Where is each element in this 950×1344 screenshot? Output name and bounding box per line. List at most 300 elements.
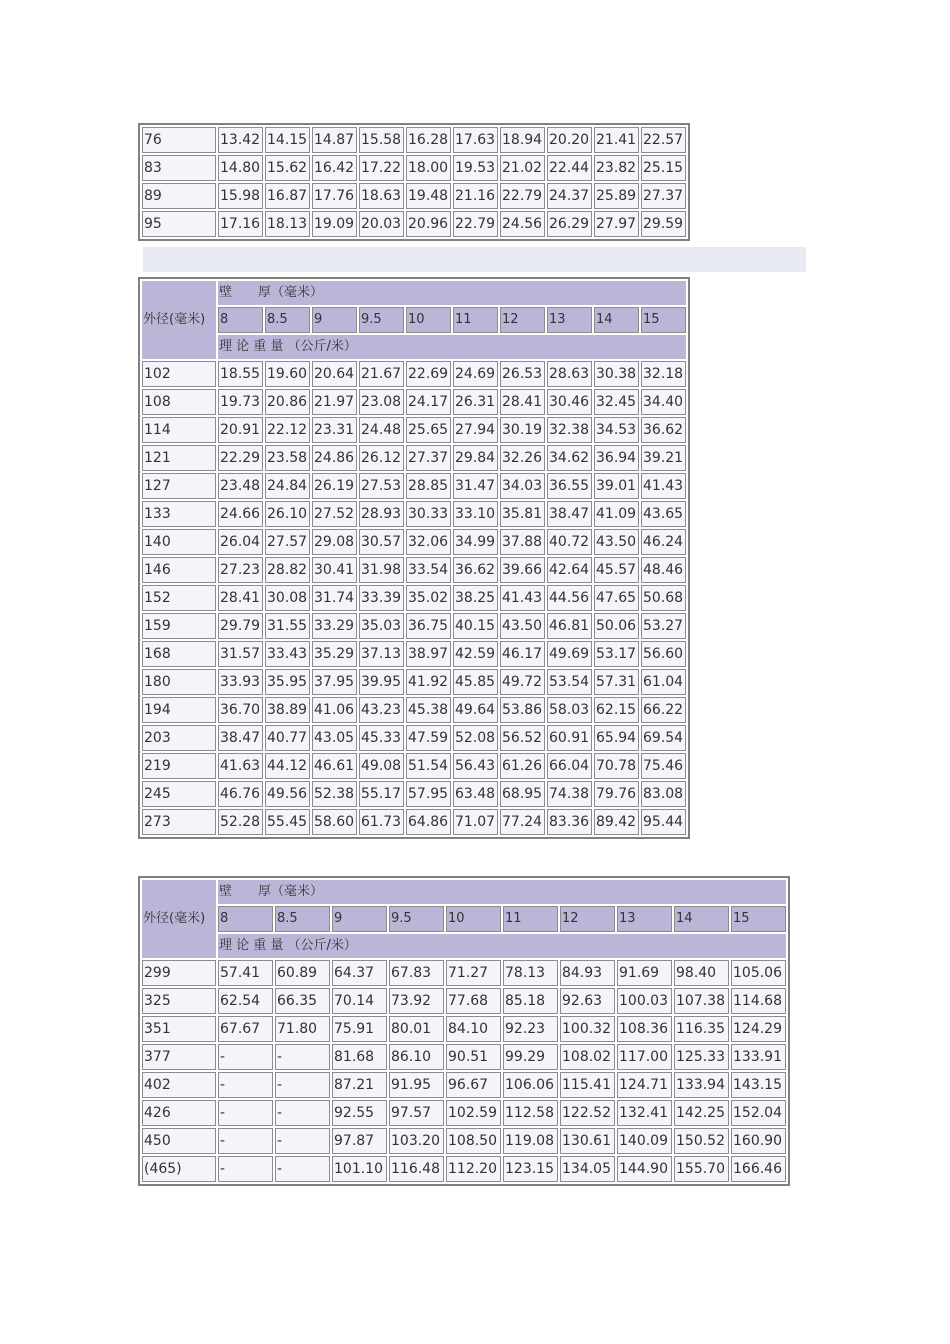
outer-diameter-cell: 426 <box>142 1100 216 1126</box>
weight-cell: 22.79 <box>453 211 498 237</box>
table-row <box>142 501 686 527</box>
wall-thickness-header: 壁 厚（毫米） <box>218 880 786 904</box>
weight-cell: - <box>218 1156 273 1182</box>
weight-cell: 95.44 <box>641 809 686 835</box>
outer-diameter-cell: 121 <box>142 445 216 471</box>
weight-cell: 36.94 <box>594 445 639 471</box>
outer-diameter-cell: 180 <box>142 669 216 695</box>
outer-diameter-cell: 194 <box>142 697 216 723</box>
weight-cell: 56.60 <box>641 641 686 667</box>
weight-cell: 41.06 <box>312 697 357 723</box>
outer-diameter-cell: 83 <box>142 155 216 181</box>
weight-cell: 35.95 <box>265 669 310 695</box>
weight-cell: 23.08 <box>359 389 404 415</box>
weight-cell: 27.37 <box>406 445 451 471</box>
thickness-header-cell: 11 <box>453 307 498 333</box>
weight-cell: - <box>275 1044 330 1070</box>
outer-diameter-cell: 159 <box>142 613 216 639</box>
weight-cell: 44.56 <box>547 585 592 611</box>
weight-cell: 41.63 <box>218 753 263 779</box>
weight-cell: 26.10 <box>265 501 310 527</box>
weight-cell: 23.82 <box>594 155 639 181</box>
table-row <box>142 781 686 807</box>
weight-cell: 27.94 <box>453 417 498 443</box>
weight-cell: - <box>218 1072 273 1098</box>
table-row <box>142 1072 786 1098</box>
weight-cell: 24.86 <box>312 445 357 471</box>
weight-cell: 18.00 <box>406 155 451 181</box>
weight-cell: 20.86 <box>265 389 310 415</box>
weight-cell: 49.69 <box>547 641 592 667</box>
weight-cell: 119.08 <box>503 1128 558 1154</box>
weight-cell: 122.52 <box>560 1100 615 1126</box>
weight-cell: 39.21 <box>641 445 686 471</box>
weight-cell: 14.15 <box>265 127 310 153</box>
weight-cell: 49.08 <box>359 753 404 779</box>
weight-cell: 45.85 <box>453 669 498 695</box>
weight-cell: 36.70 <box>218 697 263 723</box>
weight-cell: 142.25 <box>674 1100 729 1126</box>
thickness-header-cell: 9.5 <box>359 307 404 333</box>
weight-cell: 46.24 <box>641 529 686 555</box>
weight-cell: 17.63 <box>453 127 498 153</box>
outer-diameter-cell: (465) <box>142 1156 216 1182</box>
weight-table-part1 <box>138 123 690 241</box>
weight-cell: 107.38 <box>674 988 729 1014</box>
thickness-header-cell: 10 <box>406 307 451 333</box>
weight-cell: 13.42 <box>218 127 263 153</box>
weight-cell: 105.06 <box>731 960 786 986</box>
weight-cell: 62.54 <box>218 988 273 1014</box>
weight-cell: 41.43 <box>641 473 686 499</box>
weight-cell: 26.31 <box>453 389 498 415</box>
weight-cell: 22.29 <box>218 445 263 471</box>
weight-cell: 32.18 <box>641 361 686 387</box>
weight-cell: 71.27 <box>446 960 501 986</box>
weight-cell: - <box>275 1128 330 1154</box>
weight-table-part3 <box>138 876 790 1186</box>
weight-cell: 48.46 <box>641 557 686 583</box>
outer-diameter-cell: 219 <box>142 753 216 779</box>
weight-cell: 58.03 <box>547 697 592 723</box>
weight-cell: 78.13 <box>503 960 558 986</box>
weight-cell: 90.51 <box>446 1044 501 1070</box>
outer-diameter-cell: 95 <box>142 211 216 237</box>
weight-cell: 46.17 <box>500 641 545 667</box>
weight-cell: 27.97 <box>594 211 639 237</box>
weight-cell: 108.02 <box>560 1044 615 1070</box>
weight-cell: 53.54 <box>547 669 592 695</box>
thickness-header-cell: 8 <box>218 906 273 932</box>
weight-cell: 43.50 <box>500 613 545 639</box>
weight-cell: 56.43 <box>453 753 498 779</box>
outer-diameter-cell: 114 <box>142 417 216 443</box>
weight-cell: 41.92 <box>406 669 451 695</box>
weight-cell: 28.85 <box>406 473 451 499</box>
weight-cell: 30.19 <box>500 417 545 443</box>
weight-cell: 112.58 <box>503 1100 558 1126</box>
weight-cell: 87.21 <box>332 1072 387 1098</box>
weight-cell: 24.37 <box>547 183 592 209</box>
weight-cell: 92.63 <box>560 988 615 1014</box>
weight-cell: 64.37 <box>332 960 387 986</box>
weight-cell: 20.03 <box>359 211 404 237</box>
weight-cell: 100.03 <box>617 988 672 1014</box>
weight-cell: 52.28 <box>218 809 263 835</box>
weight-cell: 29.79 <box>218 613 263 639</box>
weight-cell: 35.02 <box>406 585 451 611</box>
weight-cell: 27.52 <box>312 501 357 527</box>
weight-cell: 36.55 <box>547 473 592 499</box>
weight-cell: 102.59 <box>446 1100 501 1126</box>
weight-cell: 74.38 <box>547 781 592 807</box>
weight-cell: 38.97 <box>406 641 451 667</box>
weight-cell: - <box>275 1100 330 1126</box>
table-row <box>142 641 686 667</box>
weight-cell: 41.09 <box>594 501 639 527</box>
weight-cell: 75.91 <box>332 1016 387 1042</box>
weight-cell: 143.15 <box>731 1072 786 1098</box>
weight-cell: 66.35 <box>275 988 330 1014</box>
weight-cell: 116.48 <box>389 1156 444 1182</box>
weight-cell: 116.35 <box>674 1016 729 1042</box>
weight-cell: 15.58 <box>359 127 404 153</box>
table-row <box>142 529 686 555</box>
thickness-header-cell: 8.5 <box>275 906 330 932</box>
weight-cell: 69.54 <box>641 725 686 751</box>
theoretical-weight-header: 理 论 重 量 （公斤/米） <box>218 934 786 958</box>
weight-cell: 21.97 <box>312 389 357 415</box>
weight-cell: 28.93 <box>359 501 404 527</box>
weight-cell: - <box>275 1156 330 1182</box>
weight-cell: 49.72 <box>500 669 545 695</box>
weight-cell: 25.65 <box>406 417 451 443</box>
weight-cell: 23.31 <box>312 417 357 443</box>
weight-cell: 40.15 <box>453 613 498 639</box>
weight-cell: 55.17 <box>359 781 404 807</box>
weight-cell: 29.08 <box>312 529 357 555</box>
table-row <box>142 557 686 583</box>
weight-cell: 19.53 <box>453 155 498 181</box>
weight-cell: 30.46 <box>547 389 592 415</box>
weight-cell: 43.50 <box>594 529 639 555</box>
weight-cell: 36.75 <box>406 613 451 639</box>
thickness-header-cell: 15 <box>731 906 786 932</box>
weight-cell: 125.33 <box>674 1044 729 1070</box>
weight-cell: 77.24 <box>500 809 545 835</box>
table-row <box>142 361 686 387</box>
weight-cell: 112.20 <box>446 1156 501 1182</box>
weight-cell: 18.13 <box>265 211 310 237</box>
thickness-header-cell: 11 <box>503 906 558 932</box>
weight-cell: 38.25 <box>453 585 498 611</box>
weight-cell: 92.23 <box>503 1016 558 1042</box>
weight-cell: 18.55 <box>218 361 263 387</box>
table-row <box>142 988 786 1014</box>
weight-cell: 29.84 <box>453 445 498 471</box>
weight-cell: 144.90 <box>617 1156 672 1182</box>
weight-cell: 58.60 <box>312 809 357 835</box>
weight-cell: 34.40 <box>641 389 686 415</box>
table-row <box>142 585 686 611</box>
weight-cell: 19.73 <box>218 389 263 415</box>
weight-cell: 25.15 <box>641 155 686 181</box>
table-row <box>142 127 686 153</box>
weight-cell: 114.68 <box>731 988 786 1014</box>
thickness-header-cell: 12 <box>560 906 615 932</box>
weight-cell: 24.17 <box>406 389 451 415</box>
weight-cell: 15.62 <box>265 155 310 181</box>
weight-cell: 40.77 <box>265 725 310 751</box>
weight-cell: 71.80 <box>275 1016 330 1042</box>
weight-cell: 31.98 <box>359 557 404 583</box>
weight-cell: 49.56 <box>265 781 310 807</box>
table-row <box>142 960 786 986</box>
weight-cell: 26.29 <box>547 211 592 237</box>
outer-diameter-cell: 299 <box>142 960 216 986</box>
weight-cell: 19.60 <box>265 361 310 387</box>
weight-cell: 60.89 <box>275 960 330 986</box>
weight-cell: 100.32 <box>560 1016 615 1042</box>
outer-diameter-cell: 127 <box>142 473 216 499</box>
weight-cell: 49.64 <box>453 697 498 723</box>
weight-cell: 23.58 <box>265 445 310 471</box>
weight-cell: 97.87 <box>332 1128 387 1154</box>
weight-cell: 46.81 <box>547 613 592 639</box>
thickness-header-cell: 13 <box>617 906 672 932</box>
thickness-header-cell: 13 <box>547 307 592 333</box>
weight-cell: 66.22 <box>641 697 686 723</box>
weight-cell: 24.48 <box>359 417 404 443</box>
weight-cell: 103.20 <box>389 1128 444 1154</box>
weight-cell: 38.47 <box>218 725 263 751</box>
outer-diameter-cell: 325 <box>142 988 216 1014</box>
weight-cell: 91.69 <box>617 960 672 986</box>
weight-cell: 61.04 <box>641 669 686 695</box>
weight-cell: 22.79 <box>500 183 545 209</box>
weight-cell: 43.05 <box>312 725 357 751</box>
weight-cell: 57.95 <box>406 781 451 807</box>
thickness-header-cell: 14 <box>594 307 639 333</box>
weight-cell: 27.57 <box>265 529 310 555</box>
weight-cell: 33.54 <box>406 557 451 583</box>
weight-cell: 81.68 <box>332 1044 387 1070</box>
weight-cell: 39.95 <box>359 669 404 695</box>
thickness-header-cell: 9 <box>312 307 357 333</box>
weight-cell: 61.26 <box>500 753 545 779</box>
weight-cell: 45.38 <box>406 697 451 723</box>
weight-cell: 83.36 <box>547 809 592 835</box>
weight-cell: 46.61 <box>312 753 357 779</box>
outer-diameter-cell: 140 <box>142 529 216 555</box>
weight-cell: 36.62 <box>641 417 686 443</box>
weight-cell: 152.04 <box>731 1100 786 1126</box>
weight-cell: 89.42 <box>594 809 639 835</box>
outer-diameter-header: 外径(毫米) <box>142 281 216 359</box>
outer-diameter-cell: 450 <box>142 1128 216 1154</box>
weight-cell: 53.27 <box>641 613 686 639</box>
weight-cell: 124.29 <box>731 1016 786 1042</box>
weight-cell: 22.44 <box>547 155 592 181</box>
outer-diameter-cell: 152 <box>142 585 216 611</box>
weight-cell: 19.48 <box>406 183 451 209</box>
table-row <box>142 1016 786 1042</box>
weight-cell: 36.62 <box>453 557 498 583</box>
outer-diameter-cell: 245 <box>142 781 216 807</box>
outer-diameter-cell: 133 <box>142 501 216 527</box>
weight-cell: 35.81 <box>500 501 545 527</box>
weight-cell: 24.66 <box>218 501 263 527</box>
weight-cell: 38.47 <box>547 501 592 527</box>
weight-cell: 16.87 <box>265 183 310 209</box>
weight-table-part2 <box>138 277 690 839</box>
weight-cell: 37.95 <box>312 669 357 695</box>
outer-diameter-cell: 102 <box>142 361 216 387</box>
weight-cell: 42.59 <box>453 641 498 667</box>
table-row <box>142 753 686 779</box>
table-row <box>142 473 686 499</box>
weight-cell: 27.23 <box>218 557 263 583</box>
weight-cell: 18.94 <box>500 127 545 153</box>
weight-cell: 150.52 <box>674 1128 729 1154</box>
weight-cell: 73.92 <box>389 988 444 1014</box>
weight-cell: 39.66 <box>500 557 545 583</box>
weight-cell: 65.94 <box>594 725 639 751</box>
weight-cell: 35.29 <box>312 641 357 667</box>
weight-cell: 86.10 <box>389 1044 444 1070</box>
weight-cell: 32.26 <box>500 445 545 471</box>
weight-cell: 30.41 <box>312 557 357 583</box>
weight-cell: 45.33 <box>359 725 404 751</box>
weight-cell: 31.57 <box>218 641 263 667</box>
weight-cell: 26.53 <box>500 361 545 387</box>
weight-cell: 61.73 <box>359 809 404 835</box>
weight-cell: 53.17 <box>594 641 639 667</box>
weight-cell: 35.03 <box>359 613 404 639</box>
weight-cell: 20.20 <box>547 127 592 153</box>
weight-cell: 80.01 <box>389 1016 444 1042</box>
weight-cell: 28.41 <box>500 389 545 415</box>
table-row <box>142 725 686 751</box>
weight-cell: 20.64 <box>312 361 357 387</box>
weight-cell: 17.16 <box>218 211 263 237</box>
table-row <box>142 1128 786 1154</box>
thickness-header-cell: 9.5 <box>389 906 444 932</box>
weight-cell: 30.08 <box>265 585 310 611</box>
weight-cell: 33.10 <box>453 501 498 527</box>
weight-cell: 21.02 <box>500 155 545 181</box>
weight-cell: 27.53 <box>359 473 404 499</box>
weight-cell: 68.95 <box>500 781 545 807</box>
weight-cell: 71.07 <box>453 809 498 835</box>
weight-cell: 70.14 <box>332 988 387 1014</box>
weight-cell: 115.41 <box>560 1072 615 1098</box>
weight-cell: 26.19 <box>312 473 357 499</box>
weight-cell: - <box>275 1072 330 1098</box>
weight-cell: 42.64 <box>547 557 592 583</box>
weight-cell: 43.65 <box>641 501 686 527</box>
weight-cell: 26.04 <box>218 529 263 555</box>
weight-cell: 63.48 <box>453 781 498 807</box>
weight-cell: 45.57 <box>594 557 639 583</box>
weight-cell: 21.16 <box>453 183 498 209</box>
weight-cell: 22.12 <box>265 417 310 443</box>
weight-cell: 23.48 <box>218 473 263 499</box>
wall-thickness-header: 壁 厚（毫米） <box>218 281 686 305</box>
weight-cell: 21.41 <box>594 127 639 153</box>
weight-cell: 57.31 <box>594 669 639 695</box>
outer-diameter-cell: 351 <box>142 1016 216 1042</box>
table-row <box>142 1100 786 1126</box>
outer-diameter-cell: 168 <box>142 641 216 667</box>
weight-cell: 25.89 <box>594 183 639 209</box>
weight-cell: 140.09 <box>617 1128 672 1154</box>
thickness-header-cell: 15 <box>641 307 686 333</box>
weight-cell: 56.52 <box>500 725 545 751</box>
weight-cell: 37.88 <box>500 529 545 555</box>
weight-cell: 30.38 <box>594 361 639 387</box>
weight-cell: 22.69 <box>406 361 451 387</box>
weight-cell: 31.47 <box>453 473 498 499</box>
weight-cell: 96.67 <box>446 1072 501 1098</box>
weight-cell: 44.12 <box>265 753 310 779</box>
weight-cell: 32.38 <box>547 417 592 443</box>
spacer-bar <box>143 247 806 272</box>
table-row <box>142 669 686 695</box>
weight-cell: 51.54 <box>406 753 451 779</box>
weight-cell: 50.06 <box>594 613 639 639</box>
weight-cell: 83.08 <box>641 781 686 807</box>
weight-cell: 39.01 <box>594 473 639 499</box>
weight-cell: 75.46 <box>641 753 686 779</box>
weight-cell: 14.87 <box>312 127 357 153</box>
weight-cell: - <box>218 1100 273 1126</box>
weight-cell: 20.91 <box>218 417 263 443</box>
table-row <box>142 1156 786 1182</box>
weight-cell: 132.41 <box>617 1100 672 1126</box>
weight-cell: 133.94 <box>674 1072 729 1098</box>
weight-cell: 106.06 <box>503 1072 558 1098</box>
weight-cell: 67.83 <box>389 960 444 986</box>
weight-cell: 99.29 <box>503 1044 558 1070</box>
weight-cell: 37.13 <box>359 641 404 667</box>
weight-cell: 17.22 <box>359 155 404 181</box>
table-row <box>142 697 686 723</box>
weight-cell: 123.15 <box>503 1156 558 1182</box>
weight-cell: 29.59 <box>641 211 686 237</box>
weight-cell: 60.91 <box>547 725 592 751</box>
weight-cell: 101.10 <box>332 1156 387 1182</box>
weight-cell: 166.46 <box>731 1156 786 1182</box>
weight-cell: 24.56 <box>500 211 545 237</box>
table-row <box>142 445 686 471</box>
weight-cell: 21.67 <box>359 361 404 387</box>
weight-cell: 53.86 <box>500 697 545 723</box>
weight-cell: 64.86 <box>406 809 451 835</box>
thickness-header-cell: 8.5 <box>265 307 310 333</box>
weight-cell: 52.08 <box>453 725 498 751</box>
weight-cell: 27.37 <box>641 183 686 209</box>
weight-cell: 43.23 <box>359 697 404 723</box>
weight-cell: 16.28 <box>406 127 451 153</box>
weight-cell: 24.84 <box>265 473 310 499</box>
outer-diameter-cell: 377 <box>142 1044 216 1070</box>
weight-cell: 20.96 <box>406 211 451 237</box>
weight-cell: 47.65 <box>594 585 639 611</box>
weight-cell: 134.05 <box>560 1156 615 1182</box>
thickness-header-cell: 14 <box>674 906 729 932</box>
outer-diameter-cell: 89 <box>142 183 216 209</box>
